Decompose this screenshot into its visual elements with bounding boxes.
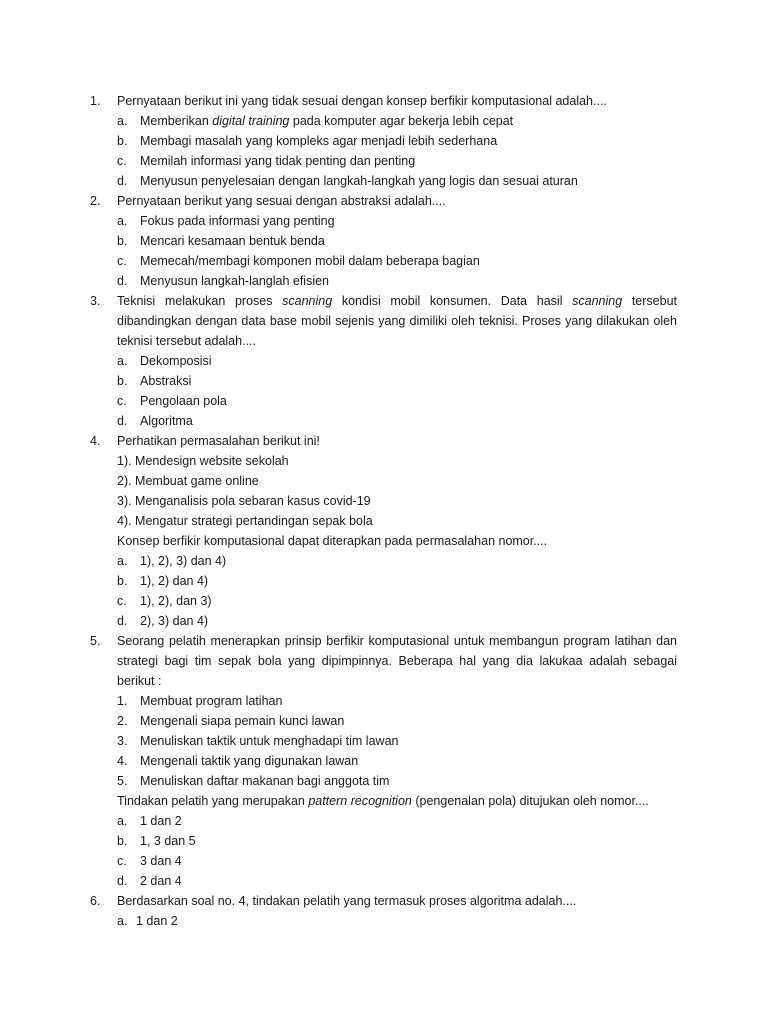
problem-item: 4). Mengatur strategi pertandingan sepak bola (117, 514, 373, 528)
option-text: Pengolaan pola (140, 394, 227, 408)
option-label: b. (117, 574, 128, 588)
option-label: a. (117, 114, 128, 128)
option-label: b. (117, 374, 128, 388)
problem-item: 2). Membuat game online (117, 474, 259, 488)
option-text: Mencari kesamaan bentuk benda (140, 234, 325, 248)
question-prompt: Konsep berfikir komputasional dapat diterapkan pada permasalahan nomor.... (117, 534, 548, 548)
option-label: b. (117, 134, 128, 148)
problem-item: 1). Mendesign website sekolah (117, 454, 289, 468)
option-label: a. (117, 214, 128, 228)
option-text: 1), 2), dan 3) (140, 594, 212, 608)
option-label: c. (117, 154, 127, 168)
option-label: c. (117, 254, 127, 268)
option-label: c. (117, 594, 127, 608)
option-text: Memilah informasi yang tidak penting dan penting (140, 154, 416, 168)
option-text: 1 dan 2 (140, 814, 182, 828)
option-label: c. (117, 394, 127, 408)
option-text: Memecah/membagi komponen mobil dalam beberapa bagian (140, 254, 480, 268)
list-number: 2. (117, 714, 128, 728)
option-label: b. (117, 834, 128, 848)
option-text: 3 dan 4 (140, 854, 182, 868)
list-number: 4. (117, 754, 128, 768)
option-label: d. (117, 414, 128, 428)
option-text: Menyusun penyelesaian dengan langkah-langkah yang logis dan sesuai aturan (140, 174, 578, 188)
option-label: a. (117, 914, 128, 928)
list-item: Menuliskan taktik untuk menghadapi tim lawan (140, 734, 399, 748)
question-stem-line-1: Teknisi melakukan proses scanning kondisi mobil konsumen. Data hasil scanning tersebut (117, 294, 678, 308)
question-prompt: Tindakan pelatih yang merupakan pattern recognition (pengenalan pola) ditujukan oleh nomor.... (117, 794, 649, 808)
option-label: a. (117, 354, 128, 368)
option-label: d. (117, 874, 128, 888)
option-label: c. (117, 854, 127, 868)
question-stem-line-2: strategi bagi tim sepak bola yang dipimpinnya. Beberapa hal yang dia lakukaa adalah sebagai (117, 654, 677, 668)
option-text: 1, 3 dan 5 (140, 834, 196, 848)
question-stem: Pernyataan berikut yang sesuai dengan abstraksi adalah.... (117, 194, 446, 208)
question-stem: Berdasarkan soal no. 4, tindakan pelatih yang termasuk proses algoritma adalah.... (117, 894, 577, 908)
option-text: 2 dan 4 (140, 874, 182, 888)
list-number: 3. (117, 734, 128, 748)
option-label: d. (117, 174, 128, 188)
option-label: a. (117, 554, 128, 568)
question-number: 1. (90, 94, 101, 108)
option-text: 2), 3) dan 4) (140, 614, 209, 628)
question-number: 4. (90, 434, 101, 448)
question-stem-line-2: dibandingkan dengan data base mobil sejenis yang dimiliki oleh teknisi. Proses yang dilakukan oleh (117, 314, 677, 328)
question-number: 2. (90, 194, 101, 208)
option-text: Abstraksi (140, 374, 192, 388)
option-label: b. (117, 234, 128, 248)
question-stem: Perhatikan permasalahan berikut ini! (117, 434, 320, 448)
list-number: 5. (117, 774, 128, 788)
option-text: Dekomposisi (140, 354, 212, 368)
list-item: Mengenali taktik yang digunakan lawan (140, 754, 359, 768)
option-text: Fokus pada informasi yang penting (140, 214, 335, 228)
option-text: Memberikan digital training pada komputer agar bekerja lebih cepat (140, 114, 514, 128)
question-stem-line-1: Seorang pelatih menerapkan prinsip berfikir komputasional untuk membangun program latihan dan (117, 634, 677, 648)
problem-item: 3). Menganalisis pola sebaran kasus covid-19 (117, 494, 371, 508)
question-number: 3. (90, 294, 101, 308)
list-item: Mengenali siapa pemain kunci lawan (140, 714, 345, 728)
option-label: d. (117, 274, 128, 288)
option-label: d. (117, 614, 128, 628)
question-stem-line-3: teknisi tersebut adalah.... (117, 334, 256, 348)
list-number: 1. (117, 694, 128, 708)
question-number: 5. (90, 634, 101, 648)
question-stem-line-3: berikut : (117, 674, 162, 688)
option-text: Menyusun langkah-langlah efisien (140, 274, 330, 288)
list-item: Menuliskan daftar makanan bagi anggota tim (140, 774, 390, 788)
option-text: Membagi masalah yang kompleks agar menjadi lebih sederhana (140, 134, 498, 148)
question-number: 6. (90, 894, 101, 908)
list-item: Membuat program latihan (140, 694, 283, 708)
option-text: 1 dan 2 (136, 914, 178, 928)
option-text: 1), 2), 3) dan 4) (140, 554, 227, 568)
question-stem: Pernyataan berikut ini yang tidak sesuai dengan konsep berfikir komputasional adalah.... (117, 94, 607, 108)
option-text: 1), 2) dan 4) (140, 574, 209, 588)
option-text: Algoritma (140, 414, 193, 428)
option-label: a. (117, 814, 128, 828)
